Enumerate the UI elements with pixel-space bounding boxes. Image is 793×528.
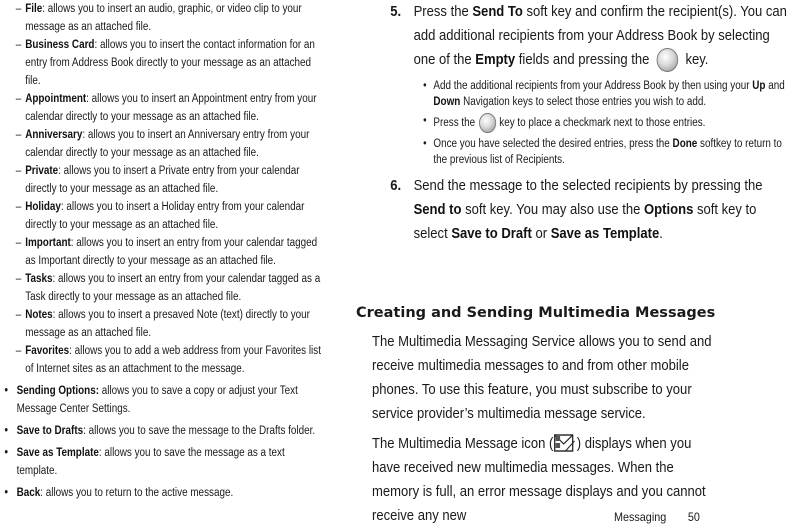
page-footer [614, 510, 700, 524]
list-item: – Business Card: allows you to insert the contact information for an entry from Address Book directly to your message as an attached file. [15, 39, 315, 87]
bullet-item: • Save as Template: allows you to save the message as a text template. [4, 447, 285, 477]
multimedia-message-icon [553, 433, 576, 455]
footer-section: Messaging [614, 510, 667, 524]
list-item: – Important: allows you to insert an entry from your calendar tagged as Important directly to your message as an attached file. [15, 237, 318, 267]
list-item: • Add the additional recipients from your Address Book by then using your Up and Down Navigation keys to select those entries you wish to add. [423, 80, 785, 109]
left-column [4, 0, 328, 502]
step-5-sub-list [356, 78, 793, 168]
bullet-item: • Save to Drafts: allows you to save the message to the Drafts folder. [4, 425, 316, 437]
section-heading: Creating and Sending Multimedia Messages [356, 305, 716, 321]
list-item: – Private: allows you to insert a Private entry from your calendar directly to your message as an attached file. [15, 165, 300, 195]
list-item: – Holiday: allows you to insert a Holiday entry from your calendar directly to your message as an attached file. [15, 201, 305, 231]
list-item: – Favorites: allows you to add a web address from your Favorites list of Internet sites as an attachment to the message. [15, 345, 321, 375]
list-item: • Once you have selected the desired entries, press the Done softkey to return to the previous list of Recipients. [423, 138, 782, 167]
paragraph: The Multimedia Messaging Service allows you to send and receive multimedia messages to and from other mobile phones. To use this feature, you must subscribe to your service provider’s multimedia message service. [372, 334, 712, 422]
step-5: 5. Press the Send To soft key and confirm the recipient(s). You can add additional recipients from your Address Book by selecting one of the Empty fields and pressing the key. [356, 0, 792, 72]
list-item: – File: allows you to insert an audio, graphic, or video clip to your message as an attached file. [15, 3, 302, 33]
page-number: 50 [687, 510, 700, 524]
list-item: – Notes: allows you to insert a presaved Note (text) directly to your message as an attached file. [15, 309, 310, 339]
paragraph: The Multimedia Message icon ( ) displays when you have received new multimedia messages. When the memory is full, an error message displays and you cannot receive any new [372, 432, 723, 528]
bullet-item: • Back: allows you to return to the active message. [4, 487, 234, 499]
step-6: 6. Send the message to the selected recipients by pressing the Send to soft key. You may also use the Options soft key to select Save to Draft or Save as Template. [356, 174, 792, 246]
list-item: – Anniversary: allows you to insert an Anniversary entry from your calendar directly to your message as an attached file. [15, 129, 310, 159]
list-item: • Press the key to place a checkmark next to those entries. [423, 113, 793, 133]
step-number: 6. [390, 178, 402, 195]
list-item: – Tasks: allows you to insert an entry from your calendar tagged as a Task directly to your message as an attached file. [15, 273, 321, 303]
ok-key-icon [479, 113, 496, 133]
ok-key-icon [657, 48, 679, 72]
list-item: – Appointment: allows you to insert an Appointment entry from your calendar directly to your message as an attached file. [15, 93, 317, 123]
bullet-item: • Sending Options: allows you to save a copy or adjust your Text Message Center Settings. [4, 385, 298, 415]
step-number: 5. [390, 4, 402, 20]
